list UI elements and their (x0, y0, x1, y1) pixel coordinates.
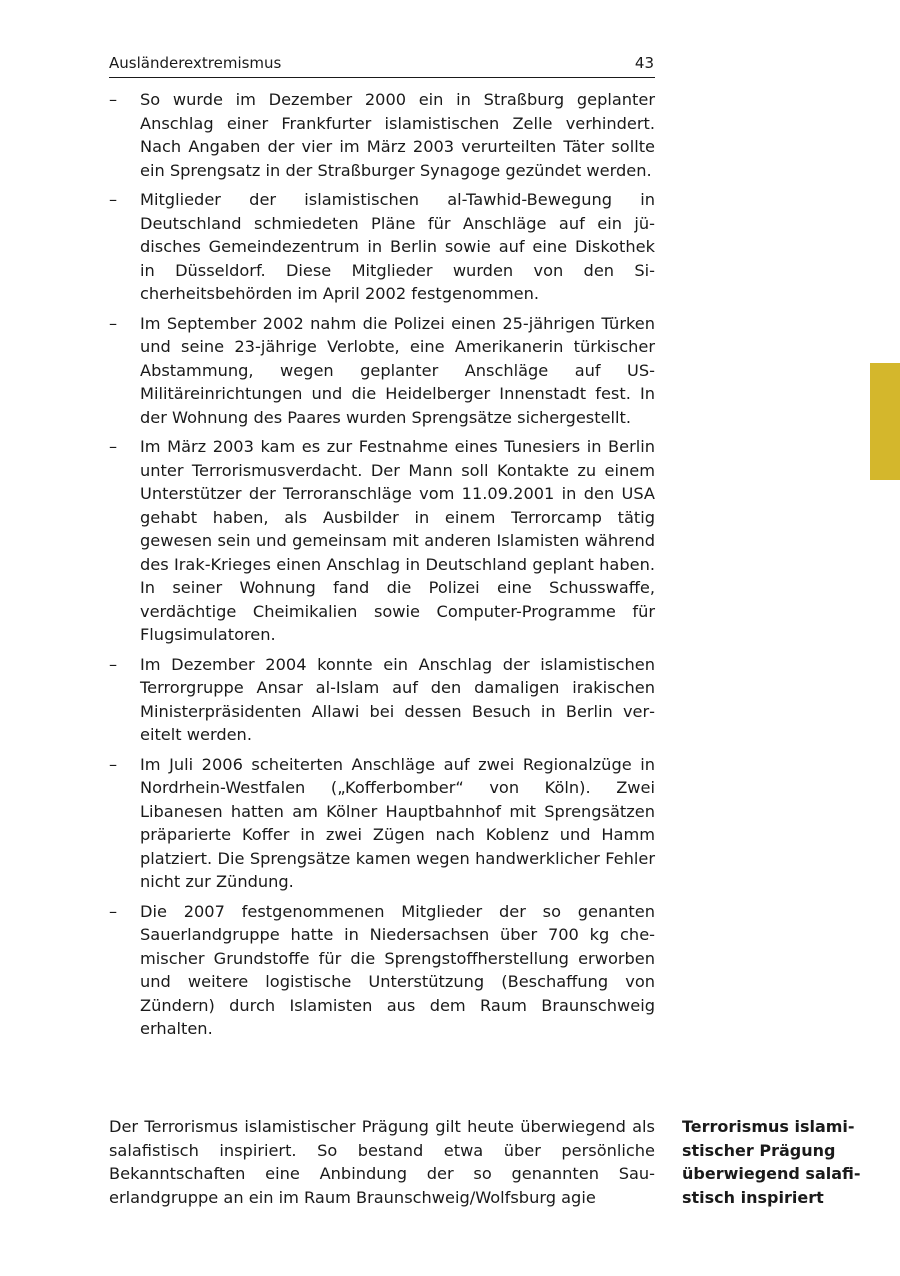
list-item-text: So wurde im Dezember 2000 ein in Straßburg geplanter Anschlag einer Frankfurter islamistischen Zelle verhindert. Nach Angaben der vier im März 2003 verurteilten Täter sollte ein Sprengsatz in der Straßburger Synagoge gezündet werden. (140, 90, 655, 180)
list-item (109, 753, 655, 894)
section-title: Ausländerextremismus (109, 54, 282, 72)
incident-list (109, 88, 655, 1041)
list-dash: – (109, 190, 118, 209)
list-item (109, 653, 655, 747)
chapter-thumb-tab (870, 363, 900, 480)
list-item (109, 312, 655, 430)
page-number: 43 (634, 54, 654, 72)
list-dash: – (109, 90, 118, 109)
list-dash: – (109, 313, 118, 333)
list-dash: – (109, 437, 118, 456)
list-item-text: Im Dezember 2004 konnte ein Anschlag der islamistischen Terrorgruppe Ansar al-Islam auf den damaligen irakischen Ministerpräsidenten Allawi bei dessen Besuch in Berlin vereitelt werden. (140, 654, 655, 744)
list-item-text: Im September 2002 nahm die Polizei einen 25-jährigen Türken und seine 23-jährige Verlobte, eine Amerikanerin türkischer Abstammung, wegen geplanter Anschläge auf US-Militäreinrichtungen und die Heidelberger Innenstadt fest. In der Wohnung des Paares wurden Sprengsätze sichergestellt. (140, 313, 655, 427)
running-header (109, 53, 655, 78)
list-item-text: Die 2007 festgenommenen Mitglieder der so genanten Sauerlandgruppe hatte in Niedersachsen über 700 kg chemischer Grundstoffe für die Sprengstoffherstellung erworben und weitere logistische Unterstützung (Beschaffung von Zündern) durch Islamisten aus dem Raum Braunschweig erhalten. (140, 901, 655, 1038)
list-dash: – (109, 754, 118, 774)
list-item (109, 900, 655, 1041)
list-item (109, 88, 655, 182)
list-item-text: Im Juli 2006 scheiterten Anschläge auf zwei Regionalzüge in Nordrhein-Westfalen („Kofferbomber“ von Köln). Zwei Libanesen hatten am Kölner Hauptbahnhof mit Sprengsätzen präparierte Koffer in zwei Zügen nach Koblenz und Hamm platziert. Die Sprengsätze kamen wegen handwerklicher Fehler nicht zur Zündung. (140, 754, 655, 891)
list-item (109, 435, 655, 647)
main-column (109, 88, 655, 1047)
list-item-text: Mitglieder der islamistischen al-Tawhid-Bewegung in Deutschland schmiedeten Pläne für Anschläge auf ein jüdisches Gemeindezentrum in Berlin sowie auf eine Diskothek in Düsseldorf. Diese Mitglieder wurden von den Sicherheitsbehörden im April 2002 festgenommen. (140, 190, 655, 303)
margin-note: Terrorismus islamistischer Prägung überwiegend salafistisch inspiriert (682, 1117, 861, 1207)
body-paragraph: Der Terrorismus islamistischer Prägung gilt heute überwiegend als salafistisch inspiriert. So bestand etwa über persönliche Bekanntschaften eine Anbindung der so genannten Sauerlandgruppe an ein im Raum Braunschweig/Wolfsburg agie (109, 1117, 655, 1207)
list-dash: – (109, 654, 118, 674)
list-item-text: Im März 2003 kam es zur Festnahme eines Tunesiers in Berlin unter Terrorismusverdacht. Der Mann soll Kontakte zu einem Unterstützer der Terroranschläge vom 11.09.2001 in den USA gehabt haben, als Ausbilder in einem Terrorcamp tätig gewesen sein und gemeinsam mit anderen Islamisten während des Irak-Krieges einen Anschlag in Deutschland geplant haben. In seiner Wohnung fand die Polizei eine Schusswaffe, verdächtige Cheimikalien sowie Computer-Programme für Flugsimulatoren. (140, 437, 655, 644)
list-item (109, 188, 655, 306)
list-dash: – (109, 901, 118, 921)
